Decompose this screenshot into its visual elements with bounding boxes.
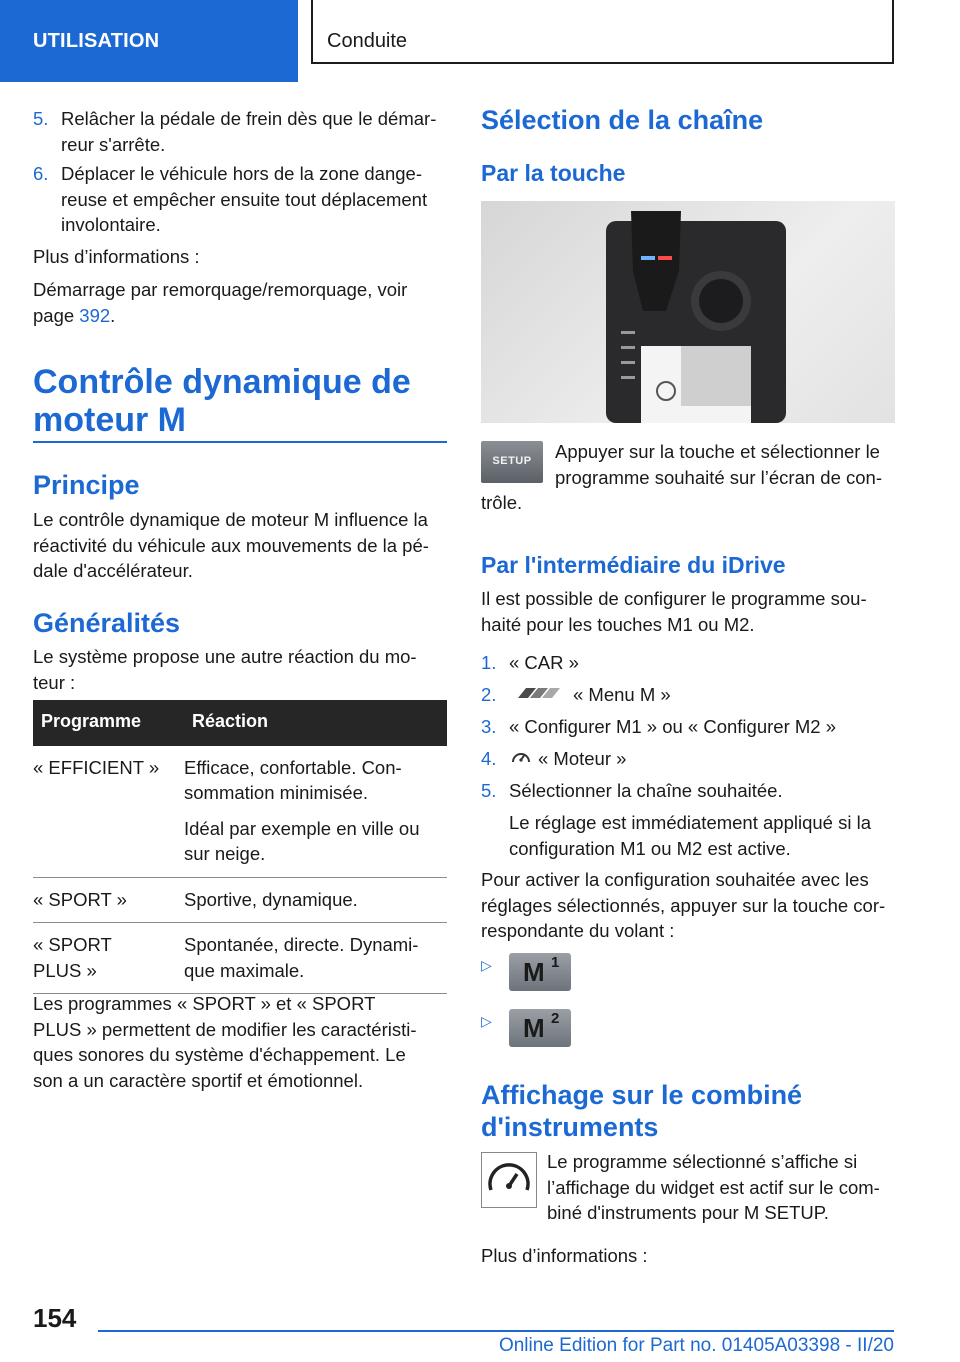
section-title: UTILISATION [33,30,160,52]
step-number: 1. [481,652,497,673]
cluster-heading: Affichage sur le combiné d'instruments [481,1080,803,1142]
step-number: 2. [481,684,497,705]
page-link[interactable]: 392 [79,304,111,326]
principle-heading: Principe [33,470,140,500]
general-text: Le système propose une autre réaction du mo- teur : [33,646,417,693]
bullet: ▷ [481,957,492,973]
setup-text-continued: trôle. [481,492,523,513]
step-text: Sélectionner la chaîne souhaitée. [509,780,783,801]
cluster-text: Le programme sélectionné s’affiche si l’affichage du widget est actif sur le com- biné d'instruments pour M SETUP. [547,1151,880,1223]
chapter-title: Conduite [327,30,408,52]
step-text: « Moteur » [538,748,627,769]
program-table [33,700,447,994]
footer-rule [98,1330,894,1332]
title-rule [33,441,447,443]
step-text: Relâcher la pédale de frein dès que le démar- reur s'arrête. [61,108,437,155]
step-text: « Configurer M1 » ou « Configurer M2 » [509,716,837,737]
more-info-label: Plus d’informations : [481,1245,648,1266]
page-title: Contrôle dynamique de moteur M [33,363,411,439]
setup-text: Appuyer sur la touche et sélectionner le programme souhaité sur l’écran de con- [555,441,882,488]
closing-text: Les programmes « SPORT » et « SPORT PLUS » permettent de modifier les caractéristi- ques sonores du système d'échappement. Le son a un caractère sportif et émotionnel. [33,993,417,1091]
page-number: 154 [33,1303,77,1333]
program-cell: « SPORT PLUS » [33,923,184,994]
table-row [33,746,447,878]
program-cell: « SPORT » [33,877,184,923]
principle-text: Le contrôle dynamique de moteur M influence la réactivité du véhicule aux mouvements de la pé- dale d'accélérateur. [33,509,429,581]
step-text: Déplacer le véhicule hors de la zone dange- reuse et empêcher ensuite tout déplacement involontaire. [61,163,428,235]
cross-reference: Démarrage par remorquage/remorquage, voir page 392. [33,279,408,326]
edition-label: Online Edition for Part no. 01405A03398 - II/20 [498,1335,894,1356]
bullet: ▷ [481,1013,492,1029]
step-text: « CAR » [509,652,579,673]
chapter-box [311,0,894,64]
step-number: 3. [481,716,497,737]
m-stripes-icon [512,686,568,700]
idrive-text: Il est possible de configurer le programme sou- haité pour les touches M1 ou M2. [481,588,867,635]
column-header: Programme [33,700,184,746]
step-number: 5. [481,780,497,801]
step-text: « Menu M » [573,684,671,705]
table-header-row [33,700,447,746]
section-heading: Sélection de la chaîne [481,105,764,135]
more-info-label: Plus d’informations : [33,246,200,267]
reaction-cell: Sportive, dynamique. [184,877,447,923]
speedometer-icon [481,1152,537,1208]
reaction-cell: Efficace, confortable. Con- sommation minimisée. Idéal par exemple en ville ou sur neige. [184,746,447,878]
column-header: Réaction [184,700,447,746]
general-heading: Généralités [33,608,181,638]
engine-gauge-icon [510,747,532,767]
step-note: Le réglage est immédiatement appliqué si la configuration M1 ou M2 est active. [509,812,871,859]
m1-button-icon: M 1 [509,953,571,991]
table-row [33,877,447,923]
reaction-cell: Spontanée, directe. Dynami- que maximale. [184,923,447,994]
m2-button-icon: M 2 [509,1009,571,1047]
sub-heading: Par l'intermédiaire du iDrive [481,552,786,578]
activate-text: Pour activer la configuration souhaitée avec les réglages sélectionnés, appuyer sur la touche cor- respondante du volant : [481,869,886,941]
section-tab [0,0,298,82]
step-number: 6. [33,163,49,184]
program-cell: « EFFICIENT » [33,746,184,878]
setup-button-icon: SETUP [481,441,543,483]
table-row [33,923,447,994]
console-photo [481,201,895,423]
sub-heading: Par la touche [481,160,626,186]
step-number: 5. [33,108,49,129]
step-number: 4. [481,748,497,769]
console-illustration [481,201,895,423]
